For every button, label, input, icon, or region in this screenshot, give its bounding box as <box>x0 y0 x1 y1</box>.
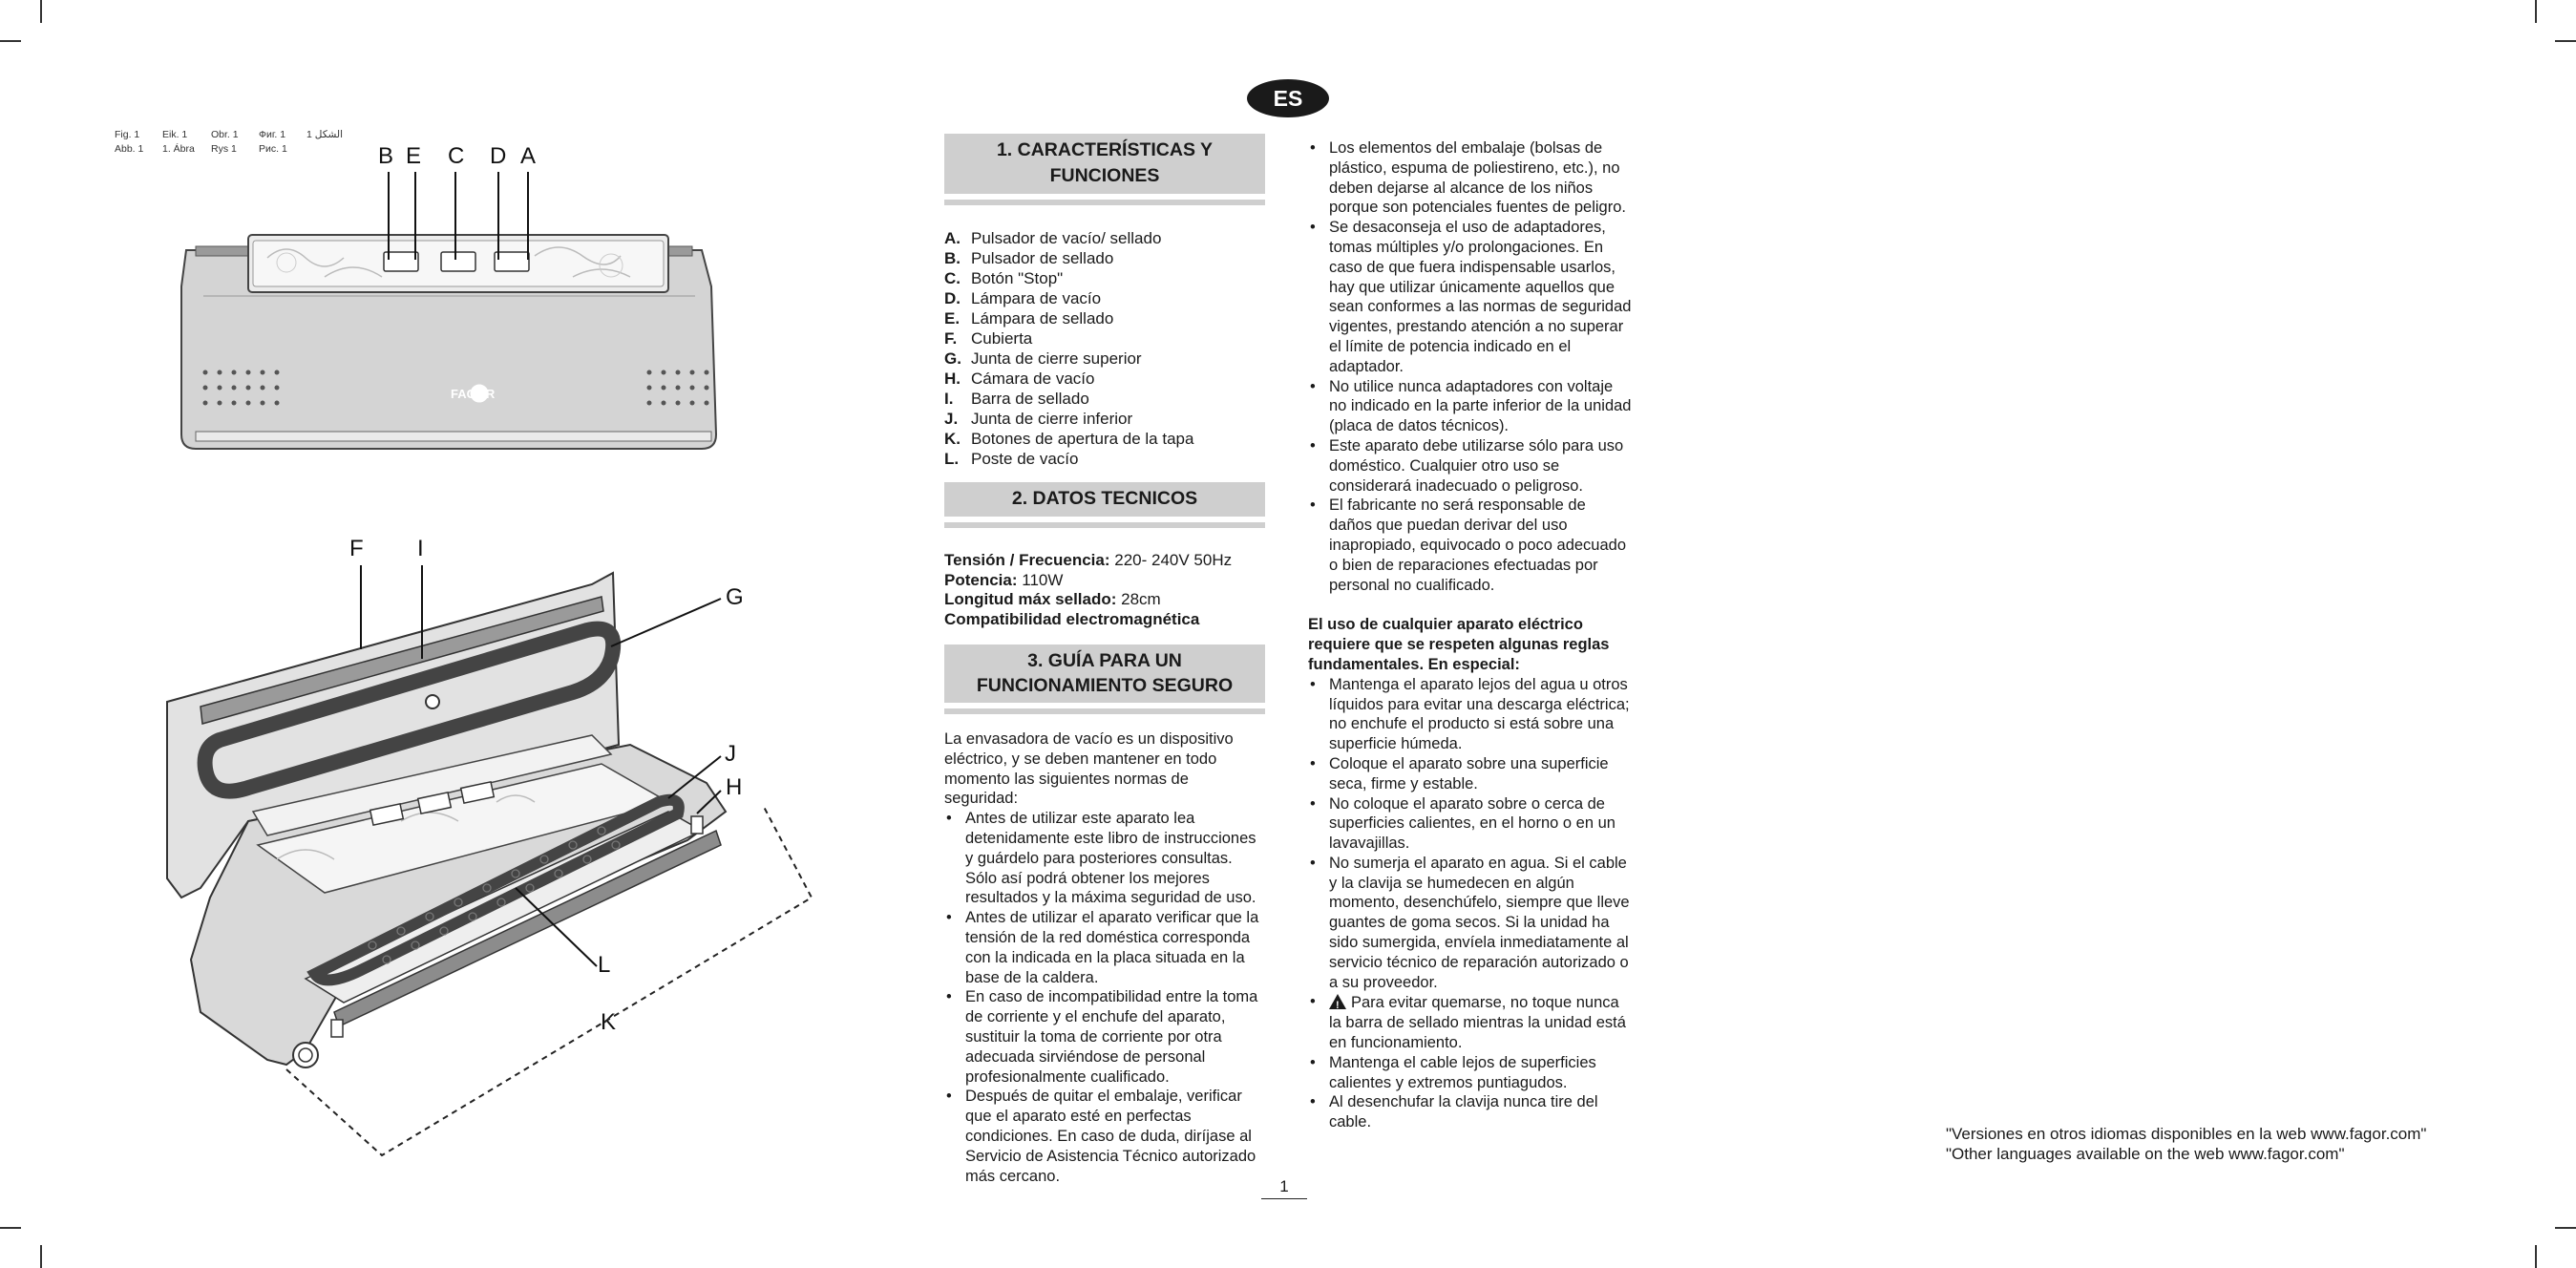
callout-letter: G <box>726 584 744 610</box>
list-item <box>944 288 1265 308</box>
list-item <box>944 409 1265 429</box>
fig-label: Eik. 1 <box>162 129 188 140</box>
crop-mark <box>40 1245 42 1268</box>
list-item: • Se desaconseja el uso de adaptadores, tomas múltiples y/o prolongaciones. En caso de que fuera indispensable usarlos, hay que utilizar únicamente aquellos que sean conformes a las normas de seguridad vigentes, prestando atención a no superar el límite de potencia indicado en el adaptador. <box>1308 218 1633 376</box>
vacuum-sealer-illustration <box>0 0 859 1184</box>
list-item <box>944 349 1265 369</box>
crop-mark <box>2555 40 2576 42</box>
section-heading: 2. DATOS TECNICOS <box>944 482 1265 522</box>
tech-row <box>944 551 1265 571</box>
list-item: • El fabricante no será responsable de daños que puedan derivar del uso inapropiado, equivocado o poco adecuado o bien de reparaciones efectuadas por personal no cualificado. <box>1308 496 1633 595</box>
callout-letter: B <box>378 143 394 169</box>
item-key: A. <box>944 229 961 247</box>
bullet-list <box>944 809 1265 1186</box>
callout-letter: K <box>601 1009 617 1035</box>
fig-label: Obr. 1 <box>211 129 239 140</box>
item-key: L. <box>944 450 960 468</box>
heading-line: FUNCIONAMIENTO SEGURO <box>976 675 1234 696</box>
column-right <box>1308 138 1633 1132</box>
callout-letter: J <box>725 741 736 767</box>
crop-mark <box>0 1227 21 1229</box>
item-text: Cubierta <box>971 329 1033 348</box>
fig-label: Fig. 1 <box>115 129 140 140</box>
warning-icon <box>1329 994 1346 1009</box>
bullet-list <box>1308 138 1633 595</box>
list-item <box>944 308 1265 328</box>
tech-value: 110W <box>1017 570 1064 589</box>
list-item: • Al desenchufar la clavija nunca tire del cable. <box>1308 1092 1633 1132</box>
fig-label: Рис. 1 <box>259 143 287 155</box>
tech-label: Longitud máx sellado: <box>944 590 1117 608</box>
column-left <box>944 134 1265 1186</box>
list-item: • Mantenga el cable lejos de superficies calientes y extremos puntiagudos. <box>1308 1053 1633 1093</box>
footer-line: "Versiones en otros idiomas disponibles en la web www.fagor.com" <box>1946 1125 2427 1143</box>
item-text: Junta de cierre superior <box>971 349 1142 368</box>
section-heading: 1. CARACTERÍSTICAS Y FUNCIONES <box>944 134 1265 200</box>
fig-label: 1. Ábra <box>162 143 195 155</box>
brand-logo: FAGOR <box>451 387 496 401</box>
section-heading <box>944 645 1265 708</box>
tech-label: Tensión / Frecuencia: <box>944 551 1110 569</box>
list-item <box>944 248 1265 268</box>
item-text: Pulsador de vacío/ sellado <box>971 229 1162 247</box>
callout-letter: E <box>406 143 422 169</box>
item-text: Lámpara de vacío <box>971 289 1102 307</box>
item-key: I. <box>944 390 954 408</box>
paragraph: La envasadora de vacío es un dispositivo eléctrico, y se deben mantener en todo momento las siguientes normas de seguridad: <box>944 730 1234 808</box>
fig-label: الشكل 1 <box>306 129 343 140</box>
item-text: Botones de apertura de la tapa <box>971 430 1194 448</box>
list-item <box>944 328 1265 349</box>
item-text: Botón "Stop" <box>971 269 1064 287</box>
item-key: J. <box>944 410 959 428</box>
crop-mark <box>2535 1245 2537 1268</box>
item-key: D. <box>944 289 961 307</box>
item-text: Poste de vacío <box>971 450 1079 468</box>
item-key: E. <box>944 309 961 328</box>
list-item <box>944 449 1265 469</box>
heading-line: 3. GUÍA PARA UN <box>1027 650 1182 671</box>
tech-row <box>944 590 1265 610</box>
footer-note <box>1946 1124 2426 1164</box>
language-badge: ES <box>1247 79 1329 117</box>
list-item: • Antes de utilizar este aparato lea detenidamente este libro de instrucciones y guárdelo para posteriores consultas. Sólo así podrá obtener los mejores resultados y la máxima seguridad de uso. <box>944 809 1265 908</box>
list-item <box>944 389 1265 409</box>
item-key: B. <box>944 249 961 267</box>
list-item <box>944 268 1265 288</box>
list-item: • No coloque el aparato sobre o cerca de superficies calientes, en el horno o en un lavavajillas. <box>1308 794 1633 854</box>
list-item: • En caso de incompatibilidad entre la toma de corriente y el enchufe del aparato, sustituir la toma de corriente por otra adecuada sirviéndose de personal profesionalmente cualificado. <box>944 987 1265 1087</box>
list-item: • Antes de utilizar el aparato verificar que la tensión de la red doméstica corresponda con la indicada en la placa situada en la base de la caldera. <box>944 908 1265 987</box>
item-key: C. <box>944 269 961 287</box>
page-number: 1 <box>1261 1177 1307 1199</box>
list-item: • Coloque el aparato sobre una superficie seca, firme y estable. <box>1308 754 1633 794</box>
callout-letter: F <box>349 536 364 561</box>
crop-mark <box>2555 1227 2576 1229</box>
bold-paragraph: El uso de cualquier aparato eléctrico requiere que se respeten algunas reglas fundamentales. En especial: <box>1308 616 1610 673</box>
item-key: F. <box>944 329 958 348</box>
list-item: • Mantenga el aparato lejos del agua u otros líquidos para evitar una descarga eléctrica; no enchufe el producto si está sobre una superficie húmeda. <box>1308 675 1633 754</box>
item-text: Barra de sellado <box>971 390 1089 408</box>
list-item <box>944 369 1265 389</box>
list-item <box>1308 992 1633 1052</box>
safety-text <box>944 729 1265 1186</box>
warning-text: Para evitar quemarse, no toque nunca la barra de sellado mientras la unidad está en funcionamiento. <box>1329 994 1626 1052</box>
feature-list <box>944 228 1265 469</box>
fig-label: Rys 1 <box>211 143 237 155</box>
tech-label: Potencia: <box>944 570 1018 589</box>
fig-label: Abb. 1 <box>115 143 144 155</box>
item-key: G. <box>944 349 961 368</box>
list-item: • No utilice nunca adaptadores con voltaje no indicado en la parte inferior de la unidad (placa de datos técnicos). <box>1308 377 1633 436</box>
crop-mark <box>2535 0 2537 23</box>
fig-label: Фиг. 1 <box>259 129 286 140</box>
top-view-device <box>181 172 716 449</box>
item-text: Lámpara de sellado <box>971 309 1114 328</box>
list-item: • Este aparato debe utilizarse sólo para uso doméstico. Cualquier otro uso se considerará inadecuado o peligroso. <box>1308 436 1633 496</box>
callout-letter: A <box>520 143 537 169</box>
tech-data <box>944 551 1265 629</box>
tech-value: 28cm <box>1116 590 1161 608</box>
open-view-device <box>167 565 812 1155</box>
callout-letter: L <box>598 952 611 978</box>
tech-row <box>944 571 1265 591</box>
list-item: • No sumerja el aparato en agua. Si el cable y la clavija se humedecen en algún momento, desenchúfelo, siempre que lleve guantes de goma secos. Si la unidad ha sido sumergida, envíela inmediatamente al servicio técnico de reparación autorizado o a su proveedor. <box>1308 854 1633 993</box>
callout-letter: C <box>448 143 465 169</box>
item-text: Junta de cierre inferior <box>971 410 1133 428</box>
bullet-list <box>1308 675 1633 1132</box>
list-item <box>944 228 1265 248</box>
list-item: • Después de quitar el embalaje, verificar que el aparato esté en perfectas condiciones. En caso de duda, diríjase al Servicio de Asistencia Técnico autorizado más cercano. <box>944 1087 1265 1186</box>
callout-letter: I <box>417 536 424 561</box>
tech-value: 220- 240V 50Hz <box>1109 551 1233 569</box>
footer-line: "Other languages available on the web www.fagor.com" <box>1946 1145 2345 1163</box>
item-key: K. <box>944 430 961 448</box>
list-item: • Los elementos del embalaje (bolsas de plástico, espuma de poliestireno, etc.), no deben dejarse al alcance de los niños porque son potenciales fuentes de peligro. <box>1308 138 1633 218</box>
tech-row <box>944 610 1265 630</box>
item-key: H. <box>944 370 961 388</box>
callout-letter: D <box>490 143 507 169</box>
list-item <box>944 429 1265 449</box>
item-text: Pulsador de sellado <box>971 249 1114 267</box>
callout-letter: H <box>726 774 743 800</box>
tech-label: Compatibilidad electromagnética <box>944 609 1200 628</box>
item-text: Cámara de vacío <box>971 370 1095 388</box>
